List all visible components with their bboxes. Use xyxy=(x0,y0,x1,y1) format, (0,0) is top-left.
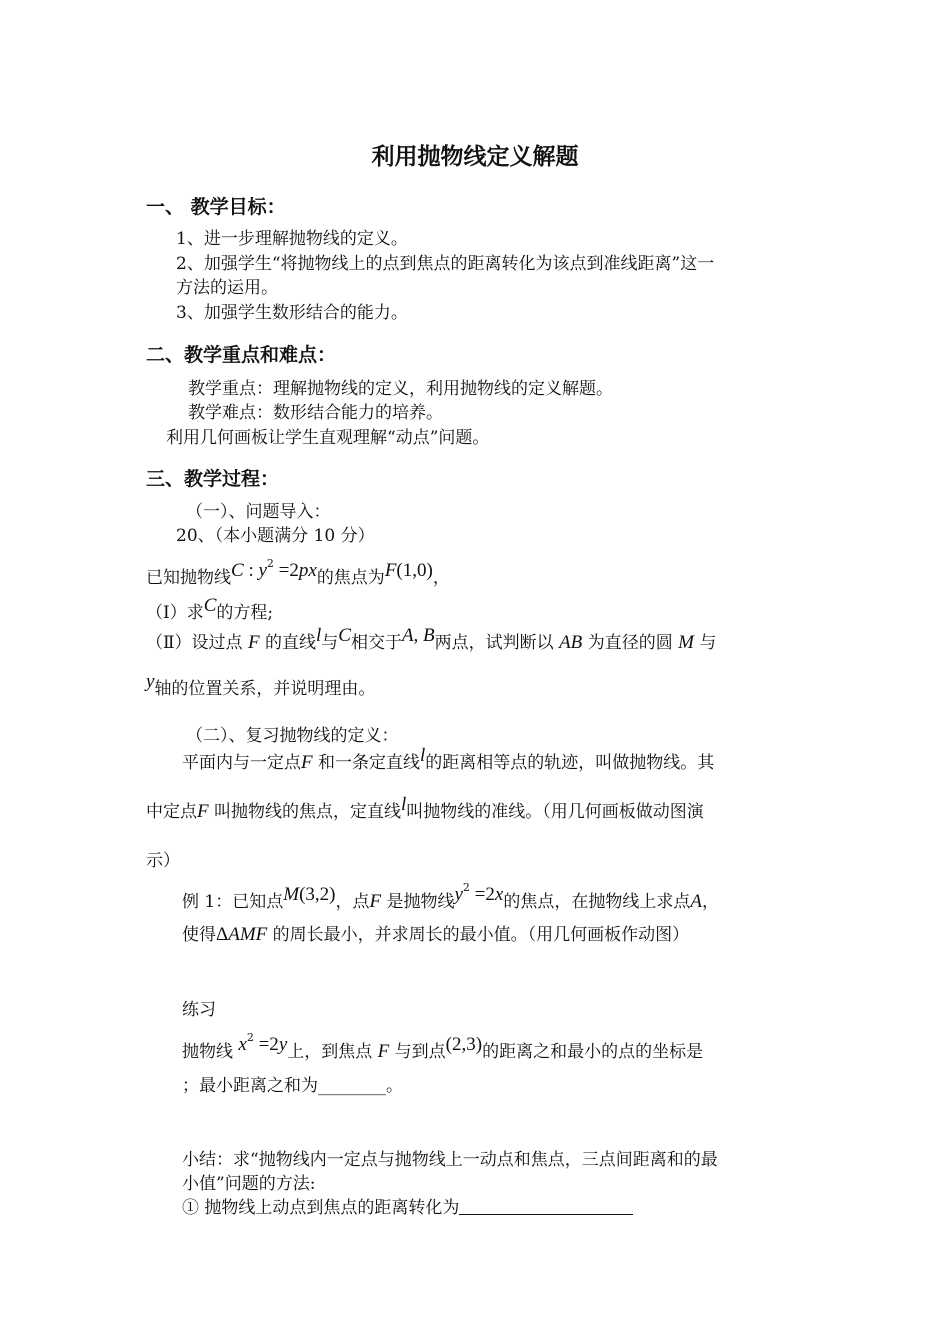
part1-heading: （一）、问题导入： xyxy=(186,502,331,522)
objective-item-3: 3、加强学生数形结合的能力。 xyxy=(176,303,408,323)
example-1-line1: 例 1：已知点M(3,2)，点F 是抛物线$y^2 =2x$的焦点，在抛物线上求点A， xyxy=(182,881,719,912)
question-2-line2: y轴的位置关系，并说明理由。 xyxy=(146,671,376,699)
key-point-text: 教学重点：理解抛物线的定义，利用抛物线的定义解题。 xyxy=(188,379,613,399)
objective-item-1: 1、进一步理解抛物线的定义。 xyxy=(176,229,408,249)
part2-heading: （二）、复习抛物线的定义： xyxy=(186,726,399,746)
math-F: F xyxy=(384,560,397,581)
section-heading-key-points: 二、教学重点和难点： xyxy=(146,344,337,366)
definition-line1: 平面内与一定点F 和一条定直线l的距离相等点的轨迹，叫做抛物线。其 xyxy=(182,745,715,773)
example-1-line2: 使得ΔAMF 的周长最小，并求周长的最小值。（用几何画板作动图） xyxy=(182,924,690,945)
question-2-line1: （Ⅱ）设过点 F 的直线l与C相交于A, B两点，试判断以 AB 为直径的圆 M 与 xyxy=(146,625,717,653)
problem-statement: 已知抛物线C : $y^2 =2px$的焦点为F(1,0)， xyxy=(146,557,450,588)
summary-item-1: ① 抛物线上动点到焦点的距离转化为 xyxy=(182,1197,633,1219)
objective-item-2-line2: 方法的运用。 xyxy=(176,278,278,298)
definition-line2: 中定点F 叫抛物线的焦点，定直线l叫抛物线的准线。（用几何画板做动图演 xyxy=(146,794,704,822)
objective-item-2-line1: 2、加强学生“将抛物线上的点到焦点的距离转化为该点到准线距离”这一 xyxy=(176,254,715,274)
page-title: 利用抛物线定义解题 xyxy=(371,144,579,170)
difficulty-text: 教学难点：数形结合能力的培养。 xyxy=(188,403,443,423)
answer-blank[interactable] xyxy=(459,1198,633,1215)
math-C: C xyxy=(231,560,244,581)
practice-line1: 抛物线 $x^2 =2y$上，到焦点 F 与到点(2,3)的距离之和最小的点的坐标是 xyxy=(182,1031,704,1062)
practice-heading: 练习 xyxy=(182,1000,216,1020)
practice-line2: ；最小距离之和为________。 xyxy=(182,1076,403,1096)
section-heading-objectives: 一、 教学目标： xyxy=(146,196,286,218)
tool-note-text: 利用几何画板让学生直观理解“动点”问题。 xyxy=(166,428,490,448)
problem-header: 20、（本小题满分 10 分） xyxy=(176,526,375,546)
section-heading-process: 三、教学过程： xyxy=(146,468,280,490)
question-1: （Ⅰ）求C的方程; xyxy=(146,595,274,623)
definition-line3: 示） xyxy=(146,851,180,871)
summary-line1: 小结：求“抛物线内一定点与抛物线上一动点和焦点，三点间距离和的最 xyxy=(182,1150,718,1170)
summary-line2: 小值”问题的方法: xyxy=(182,1174,316,1194)
